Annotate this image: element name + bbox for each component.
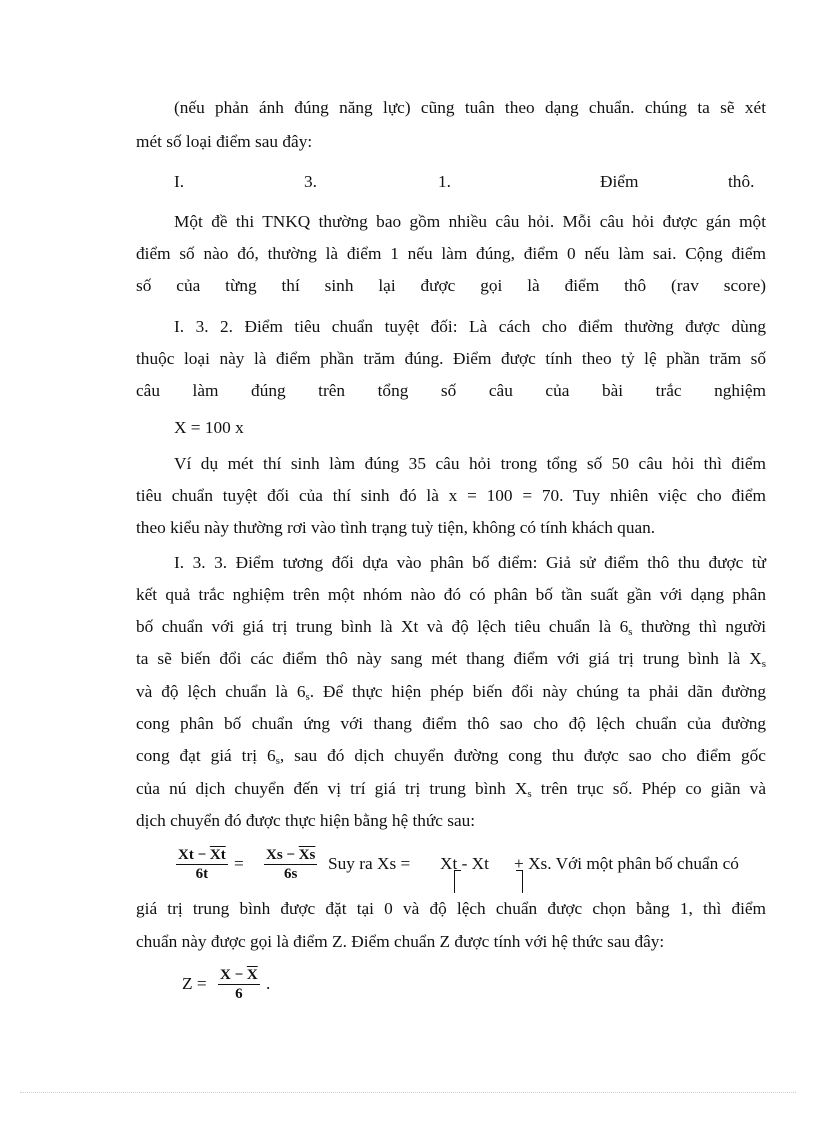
- formula-transform: [136, 844, 766, 894]
- text-run: của nú dịch chuyển đến vị trí giá trị trung bình X: [136, 779, 528, 798]
- overlined-mean: $\overline{Xt}$: [209, 847, 226, 863]
- text-run: bố chuẩn với giá trị trung bình là Xt và độ lệch tiêu chuẩn là 6: [136, 617, 629, 636]
- text-run: và độ lệch chuẩn là 6: [136, 682, 306, 701]
- paragraph-4-line-1: Ví dụ mét thí sinh làm đúng 35 câu hỏi trong tổng số 50 câu hỏi thì điểm: [174, 454, 766, 473]
- paragraph-2-line-3: số của từng thí sinh lại được gọi là điểm thô (rav score): [136, 276, 766, 295]
- heading-part-4: Điểm: [600, 172, 639, 191]
- heading-part-2: 3.: [304, 172, 317, 191]
- paragraph-5-line-5: [136, 678, 766, 706]
- paragraph-3-line-2: thuộc loại này là điểm phần trăm đúng. Điểm được tính theo tỷ lệ phần trăm số: [136, 349, 766, 368]
- paragraph-5-line-9: dịch chuyển đó được thực hiện bằng hệ thức sau:: [136, 811, 476, 830]
- paragraph-4-line-3: theo kiểu này thường rơi vào tình trạng tuỳ tiện, không có tính khách quan.: [136, 518, 656, 537]
- numerator: [218, 966, 260, 984]
- subscript: s: [275, 755, 280, 767]
- left-bracket: [454, 870, 461, 893]
- z-equals: Z =: [182, 974, 207, 993]
- text-run: Xs −: [266, 847, 299, 863]
- paragraph-5-line-6: cong phân bố chuẩn ứng với thang điểm thô sao cho độ lệch chuẩn của đường: [136, 714, 766, 733]
- fraction-z: [218, 966, 260, 1003]
- text-run: trên trục số. Phép co giãn và: [531, 779, 766, 798]
- paragraph-5-line-7: [136, 742, 766, 770]
- formula-period: .: [266, 974, 271, 993]
- denominator: 6t: [195, 866, 209, 882]
- paragraph-5-line-2: kết quả trắc nghiệm trên một nhóm nào đó có phân bố tần suất gần với dạng phân: [136, 585, 766, 604]
- paragraph-5-line-8: [136, 775, 766, 803]
- equals-sign: =: [234, 854, 244, 873]
- overlined-mean: $\overline{X}$: [246, 967, 258, 983]
- formula-percent: X = 100 x: [174, 418, 244, 437]
- text-run: thường thì người: [632, 617, 766, 636]
- subscript: s: [761, 658, 766, 670]
- heading-part-5: thô.: [728, 172, 755, 191]
- text-run: . Để thực hiện phép biến đổi này chúng ta phải dãn đường: [309, 682, 766, 701]
- formula-suy-ra: Suy ra Xs =: [328, 854, 411, 873]
- paragraph-5-line-4: [136, 645, 766, 673]
- paragraph-1-line-2: mét số loại điểm sau đây:: [136, 132, 313, 151]
- subscript: s: [305, 691, 310, 703]
- paragraph-3-line-3: câu làm đúng trên tổng số câu của bài trắc nghiệm: [136, 381, 766, 400]
- denominator: 6: [235, 986, 243, 1002]
- overlined-mean: $\overline{Xs}$: [298, 847, 316, 863]
- fraction-raw: [176, 846, 228, 883]
- formula-continuation: + Xs. Với một phân bố chuẩn có: [514, 854, 739, 873]
- subscript: s: [628, 626, 633, 638]
- paragraph-1-line-1: (nếu phản ánh đúng năng lực) cũng tuân theo dạng chuẩn. chúng ta sẽ xét: [174, 98, 766, 117]
- paragraph-5-line-1: I. 3. 3. Điểm tương đối dựa vào phân bố điểm: Giả sử điểm thô thu được từ: [174, 553, 766, 572]
- heading-part-1: I.: [174, 172, 185, 191]
- paragraph-5-line-3: [136, 613, 766, 641]
- page-bottom-divider: [20, 1092, 796, 1093]
- text-run: Xt −: [178, 847, 210, 863]
- heading-part-3: 1.: [438, 172, 451, 191]
- fraction-scaled: [264, 846, 317, 883]
- paragraph-4-line-2: tiêu chuẩn tuyệt đối của thí sinh đó là x = 100 = 70. Tuy nhiên việc cho điểm: [136, 486, 766, 505]
- heading-raw-score: [174, 168, 766, 196]
- formula-xt-term: Xt - Xt: [440, 854, 489, 873]
- paragraph-6-line-1: giá trị trung bình được đặt tại 0 và độ lệch chuẩn được chọn bằng 1, thì điểm: [136, 899, 766, 918]
- subscript: s: [527, 788, 532, 800]
- formula-z-score: [182, 964, 382, 1014]
- paragraph-2-line-2: điểm số nào đó, thường là điểm 1 nếu làm đúng, điểm 0 nếu làm sai. Cộng điểm: [136, 244, 766, 263]
- paragraph-3-line-1: I. 3. 2. Điểm tiêu chuẩn tuyệt đối: Là cách cho điểm thường được dùng: [174, 317, 766, 336]
- paragraph-2-line-1: Một đề thi TNKQ thường bao gồm nhiều câu hỏi. Mỗi câu hỏi được gán một: [174, 212, 766, 231]
- text-run: X −: [220, 967, 247, 983]
- numerator: [176, 846, 228, 864]
- numerator: [264, 846, 317, 864]
- denominator: 6s: [284, 866, 298, 882]
- text-run: cong đạt giá trị 6: [136, 746, 276, 765]
- text-run: , sau đó dịch chuyển đường cong thu được sao cho điểm gốc: [279, 746, 766, 765]
- text-run: ta sẽ biến đổi các điểm thô này sang mét thang điểm với giá trị trung bình là X: [136, 649, 762, 668]
- paragraph-6-line-2: chuẩn này được gọi là điểm Z. Điểm chuẩn Z được tính với hệ thức sau đây:: [136, 932, 665, 951]
